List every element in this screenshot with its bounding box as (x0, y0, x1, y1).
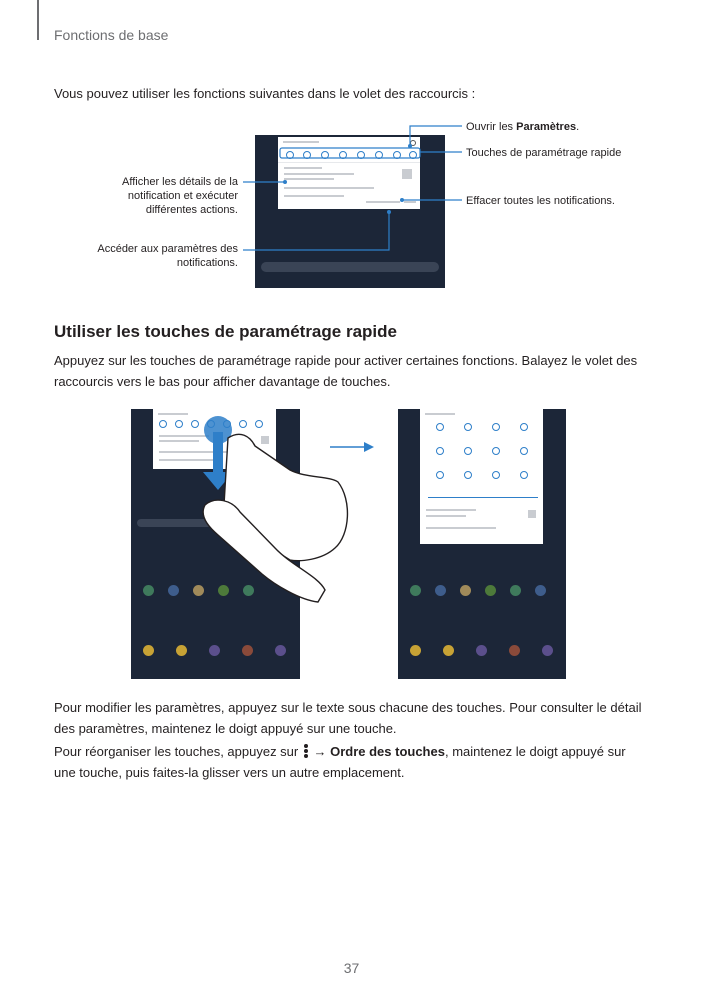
callout-clear-all: Effacer toutes les notifications. (466, 195, 615, 207)
callout-quick-settings: Touches de paramétrage rapide (466, 147, 622, 159)
callout-open-settings: Ouvrir les Paramètres. (466, 121, 580, 133)
paragraph-intro: Appuyez sur les touches de paramétrage rapide pour activer certaines fonctions. Balayez le volet des raccourcis vers le bas pour afficher davantage de touches. (54, 353, 638, 389)
expanded-quick-panel (420, 409, 543, 544)
callout-notification-details: Afficher les détails de la notification et exécuter différentes actions. (122, 176, 238, 216)
more-options-icon (303, 743, 309, 759)
page-number: 37 (343, 960, 360, 976)
intro-text: Vous pouvez utiliser les fonctions suivantes dans le volet des raccourcis : (54, 86, 476, 101)
section-title: Fonctions de base (54, 27, 169, 43)
expanded-panel-screenshot (398, 409, 566, 679)
paragraph-reorder: Pour réorganiser les touches, appuyez sur → Ordre des touches, maintenez le doigt appuyé sur une touche, puis faites-la glisser vers un autre emplacement. (54, 744, 626, 780)
paragraph-modify: Pour modifier les paramètres, appuyez sur le texte sous chacune des touches. Pour consulter le détail des paramètres, maintenez le doigt appuyé sur une touche. (54, 700, 642, 736)
callout-notification-settings: Accéder aux paramètres des notifications. (97, 243, 238, 269)
section-heading: Utiliser les touches de paramétrage rapide (54, 322, 397, 341)
